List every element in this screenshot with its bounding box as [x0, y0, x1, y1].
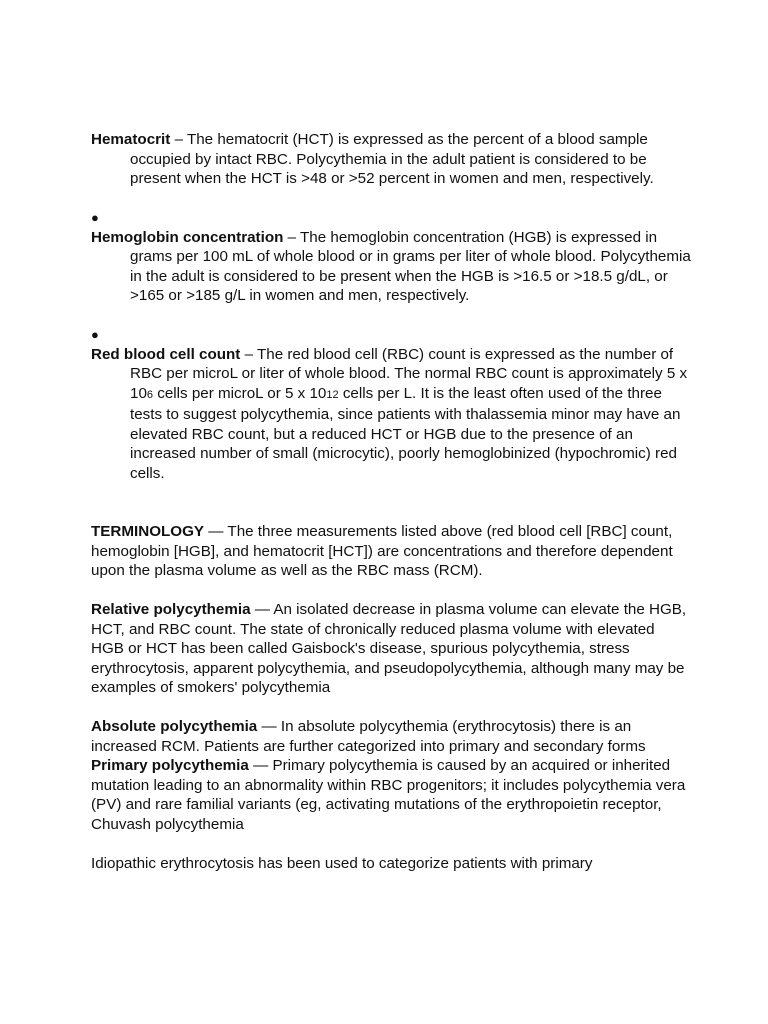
- primary-polycythemia-paragraph: [91, 756, 691, 834]
- hemoglobin-text: – The hemoglobin concentration (HGB) is expressed in grams per 100 mL of whole blood or in grams per liter of whole blood. Polycythemia in the adult is considered to be present when the HGB is >16.5 or >18.5 g/dL, or >165 or >185 g/L in women and men, respectively.: [130, 228, 691, 304]
- hematocrit-term: Hematocrit: [91, 131, 171, 148]
- terminology-heading: TERMINOLOGY: [91, 523, 205, 540]
- hematocrit-text: – The hematocrit (HCT) is expressed as the percent of a blood sample occupied by intact RBC. Polycythemia in the adult patient is considered to be present when the HCT is >48 or >52 percent in women and men, respectively.: [130, 131, 654, 187]
- idiopathic-paragraph: Idiopathic erythrocytosis has been used to categorize patients with primary: [91, 854, 593, 872]
- terminology-text: — The three measurements listed above (red blood cell [RBC] count, hemoglobin [HGB], and hematocrit [HCT]) are concentrations and therefore dependent upon the plasma volume as well as the RBC mass (RCM).: [91, 523, 673, 579]
- hemoglobin-entry: [91, 228, 691, 306]
- hemoglobin-term: Hemoglobin concentration: [91, 228, 284, 246]
- rbc-text-1: – The red blood cell (RBC) count is expressed as the number of RBC per microL or liter of whole blood. The normal RBC count is approximately 5 x 10: [130, 345, 688, 402]
- primary-polycythemia-text: — Primary polycythemia is caused by an acquired or inherited mutation leading to an abnormality within RBC progenitors; it includes polycythemia vera (PV) and rare familial variants (eg, activating mutations of the erythropoietin receptor, Chuvash polycythemia: [91, 757, 686, 833]
- absolute-polycythemia-heading: Absolute polycythemia: [91, 718, 258, 735]
- rbc-term: Red blood cell count: [91, 345, 241, 363]
- rbc-text-3: cells per L. It is the least often used of the three tests to suggest polycythemia, since patients with thalassemia minor may have an elevated RBC count, but a reduced HCT or HGB due to the presence of an increased number of small (microcytic), poorly hemoglobinized (hypochromic) red cells.: [130, 384, 681, 482]
- relative-polycythemia-heading: Relative polycythemia: [91, 601, 251, 618]
- rbc-exponent-6: 6: [146, 388, 154, 401]
- document-page: [91, 130, 691, 873]
- relative-polycythemia-comma: ,: [522, 659, 527, 677]
- relative-polycythemia-tail: although many may be examples of smokers' polycythemia: [91, 659, 685, 696]
- rbc-entry: [91, 345, 691, 484]
- hematocrit-entry: [91, 130, 691, 189]
- rbc-text-2: cells per microL or 5 x 10: [153, 384, 327, 402]
- primary-polycythemia-heading: Primary polycythemia: [91, 757, 249, 774]
- terminology-paragraph: [91, 522, 691, 581]
- absolute-polycythemia-paragraph: [91, 717, 691, 756]
- bullet-icon: ●: [91, 210, 99, 225]
- rbc-exponent-12: 12: [326, 388, 339, 401]
- absolute-polycythemia-text: — In absolute polycythemia (erythrocytosis) there is an increased RCM. Patients are further categorized into primary and secondary forms: [91, 718, 646, 755]
- relative-polycythemia-text: — An isolated decrease in plasma volume can elevate the HGB, HCT, and RBC count. The state of chronically reduced plasma volume with elevated HGB or HCT has been called Gaisbock's disease, spurious polycythemia, stress erythrocytosis, apparent polycythemia, and pseudopolycythemia: [91, 601, 687, 677]
- bullet-icon: ●: [91, 327, 99, 342]
- relative-polycythemia-paragraph: [91, 600, 691, 698]
